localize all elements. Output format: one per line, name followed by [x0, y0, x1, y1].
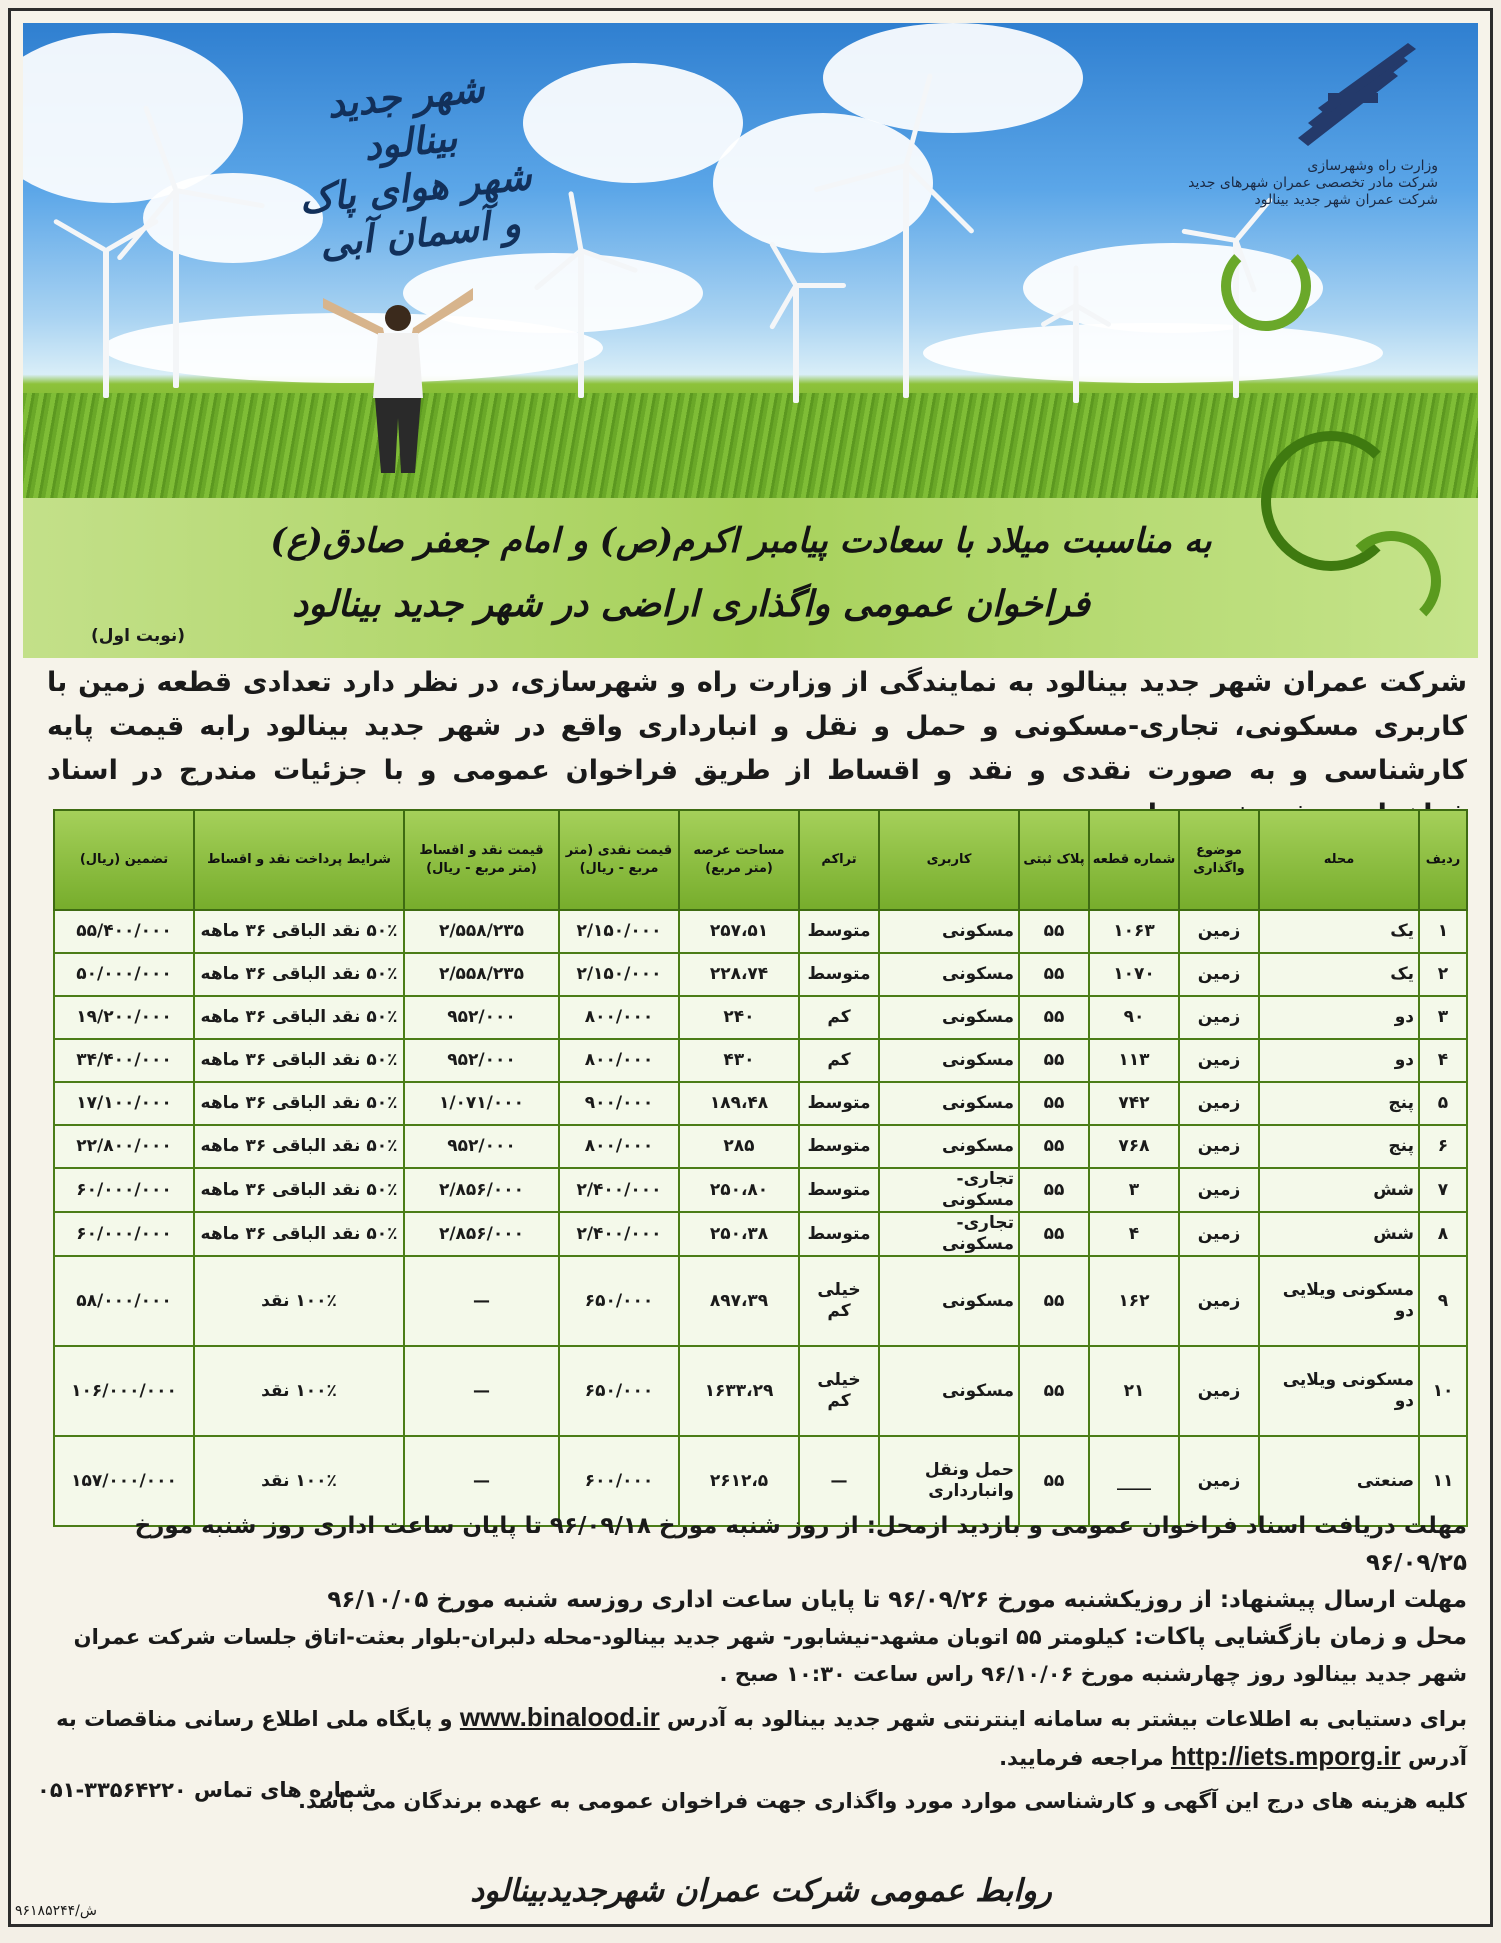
table-cell: ۱۰۰٪ نقد — [194, 1436, 404, 1526]
ministry-line: وزارت راه وشهرسازی — [1307, 158, 1438, 174]
table-cell: متوسط — [799, 1168, 879, 1212]
table-cell: ۱۰۰٪ نقد — [194, 1346, 404, 1436]
table-cell: ۱ — [1419, 910, 1467, 953]
table-cell: ۳ — [1089, 1168, 1179, 1212]
table-cell: ۶۰/۰۰۰/۰۰۰ — [54, 1212, 194, 1256]
table-cell: ۱۰ — [1419, 1346, 1467, 1436]
table-cell: ۵۰/۰۰۰/۰۰۰ — [54, 953, 194, 996]
table-cell: ۵۰٪ نقد الباقی ۳۶ ماهه — [194, 1212, 404, 1256]
table-cell: ۲۵۰،۸۰ — [679, 1168, 799, 1212]
column-header: شماره قطعه — [1089, 810, 1179, 910]
person-raising-arms — [323, 288, 473, 478]
table-cell: ۵۵ — [1019, 1082, 1089, 1125]
table-cell: زمین — [1179, 1082, 1259, 1125]
table-cell: مسکونی — [879, 910, 1019, 953]
table-cell: زمین — [1179, 996, 1259, 1039]
table-cell: ۵۵ — [1019, 996, 1089, 1039]
table-cell: ۲۸۵ — [679, 1125, 799, 1168]
table-cell: ۱۰۰٪ نقد — [194, 1256, 404, 1346]
offer-deadline — [47, 1582, 1467, 1619]
iets-link[interactable]: http://iets.mporg.ir — [1170, 1741, 1401, 1771]
table-cell: ۶۰۰/۰۰۰ — [559, 1436, 679, 1526]
table-cell: ۱۰۶۳ — [1089, 910, 1179, 953]
table-cell: مسکونی — [879, 996, 1019, 1039]
table-cell: زمین — [1179, 1168, 1259, 1212]
table-body — [54, 910, 1467, 1526]
ad-code: ۹۶۱۸۵۲۴۴/ش — [15, 1903, 97, 1919]
table-cell: ۹۵۲/۰۰۰ — [404, 1125, 559, 1168]
table-cell: ۱۶۲ — [1089, 1256, 1179, 1346]
round-label: (نوبت اول) — [91, 626, 186, 646]
table-cell: ۵۵ — [1019, 953, 1089, 996]
table-cell: یک — [1259, 953, 1419, 996]
table-cell: ۷ — [1419, 1168, 1467, 1212]
table-cell: ____ — [1089, 1436, 1179, 1526]
table-cell: خیلی کم — [799, 1256, 879, 1346]
table-row — [54, 1168, 1467, 1212]
table-cell: ۲/۴۰۰/۰۰۰ — [559, 1212, 679, 1256]
column-header: شرایط پرداخت نقد و اقساط — [194, 810, 404, 910]
table-cell: زمین — [1179, 1436, 1259, 1526]
table-cell: — — [404, 1346, 559, 1436]
table-cell: ۱۷/۱۰۰/۰۰۰ — [54, 1082, 194, 1125]
table-cell: ۲۵۷،۵۱ — [679, 910, 799, 953]
occasion-title: به مناسبت میلاد با سعادت پیامبر اکرم(ص) و امام جعفر صادق(ع) — [270, 521, 1212, 561]
table-cell: ۲/۸۵۶/۰۰۰ — [404, 1168, 559, 1212]
table-cell: ۶ — [1419, 1125, 1467, 1168]
table-cell: مسکونی — [879, 1346, 1019, 1436]
column-header: قیمت نقدی (متر مربع - ریال) — [559, 810, 679, 910]
column-header: تضمین (ریال) — [54, 810, 194, 910]
more-info — [47, 1699, 1467, 1777]
table-cell: ۱۰۶/۰۰۰/۰۰۰ — [54, 1346, 194, 1436]
table-cell: ۶۵۰/۰۰۰ — [559, 1256, 679, 1346]
table-cell: ۹۰۰/۰۰۰ — [559, 1082, 679, 1125]
column-header: تراکم — [799, 810, 879, 910]
table-cell: ۲۲/۸۰۰/۰۰۰ — [54, 1125, 194, 1168]
table-cell: مسکونی ویلایی دو — [1259, 1256, 1419, 1346]
table-cell: متوسط — [799, 910, 879, 953]
table-cell: ۸۰۰/۰۰۰ — [559, 1125, 679, 1168]
table-cell: ۵۵ — [1019, 1436, 1089, 1526]
column-header: محله — [1259, 810, 1419, 910]
land-parcels-table — [53, 809, 1468, 1527]
table-cell: ۲/۸۵۶/۰۰۰ — [404, 1212, 559, 1256]
table-cell: ۲ — [1419, 953, 1467, 996]
table-row — [54, 910, 1467, 953]
table-cell: — — [404, 1436, 559, 1526]
ministry-line: شرکت عمران شهر جدید بینالود — [1254, 192, 1438, 208]
column-header: قیمت نقد و اقساط (متر مربع - ریال) — [404, 810, 559, 910]
ornament-swirl — [1221, 241, 1311, 331]
opening-label: محل و زمان بازگشایی پاکات: — [1134, 1624, 1467, 1650]
opening-text: کیلومتر ۵۵ اتوبان مشهد-نیشابور- شهر جدید بینالود-محله دلبران-بلوار بعثت-اتاق جلسات شرکت عمران شهر جدید بینالود روز چهارشنبه مورخ ۹۶/۱۰/۰۶ راس ساعت ۱۰:۳۰ صبح . — [73, 1625, 1467, 1686]
table-cell: ۲۱ — [1089, 1346, 1179, 1436]
table-cell: مسکونی — [879, 1039, 1019, 1082]
table-cell: ۵۰٪ نقد الباقی ۳۶ ماهه — [194, 1082, 404, 1125]
table-cell: ۱۱ — [1419, 1436, 1467, 1526]
column-header: ردیف — [1419, 810, 1467, 910]
docs-deadline-text: از روز شنبه مورخ ۹۶/۰۹/۱۸ تا پایان ساعت اداری روز شنبه مورخ ۹۶/۰۹/۲۵ — [134, 1513, 1467, 1576]
website-link[interactable]: www.binalood.ir — [459, 1702, 660, 1732]
ministry-caption — [1138, 158, 1438, 209]
table-cell: ۲۴۰ — [679, 996, 799, 1039]
table-cell: زمین — [1179, 1212, 1259, 1256]
table-cell: ۷۴۲ — [1089, 1082, 1179, 1125]
table-cell: ۵۵ — [1019, 1168, 1089, 1212]
table-cell: ۵۵ — [1019, 1039, 1089, 1082]
table-cell: ۹۵۲/۰۰۰ — [404, 996, 559, 1039]
table-cell: ۹ — [1419, 1256, 1467, 1346]
table-cell: کم — [799, 996, 879, 1039]
table-cell: — — [799, 1436, 879, 1526]
table-cell: ۵۰٪ نقد الباقی ۳۶ ماهه — [194, 1039, 404, 1082]
table-cell: ۵۰٪ نقد الباقی ۳۶ ماهه — [194, 1125, 404, 1168]
table-cell: ۵۰٪ نقد الباقی ۳۶ ماهه — [194, 953, 404, 996]
table-cell: ۲۶۱۲،۵ — [679, 1436, 799, 1526]
table-cell: متوسط — [799, 1125, 879, 1168]
table-cell: ۱۶۳۳،۲۹ — [679, 1346, 799, 1436]
info-text: مراجعه فرمایید. — [999, 1746, 1164, 1770]
table-cell: ۲/۵۵۸/۲۳۵ — [404, 953, 559, 996]
table-cell: صنعتی — [1259, 1436, 1419, 1526]
table-cell: — — [404, 1256, 559, 1346]
table-row — [54, 1256, 1467, 1346]
table-row — [54, 1125, 1467, 1168]
table-cell: ۴۳۰ — [679, 1039, 799, 1082]
table-cell: ۸۹۷،۳۹ — [679, 1256, 799, 1346]
table-cell: ۱۱۳ — [1089, 1039, 1179, 1082]
table-row — [54, 996, 1467, 1039]
intro-paragraph: شرکت عمران شهر جدید بینالود به نمایندگی از وزارت راه و شهرسازی، در نظر دارد تعدادی قطعه زمین با کاربری مسکونی، تجاری-مسکونی و حمل و نقل و انبارداری واقع در شهر جدید بینالود رابه قیمت پایه کارشناسی و به صورت نقدی و نقد و اقساط از طریق فراخوان عمومی و با جزئیات مندرج در اسناد — [47, 667, 1467, 786]
phone-numbers: شماره های تماس ۳۳۵۶۴۲۲۰-۰۵۱ — [37, 1778, 377, 1802]
table-cell: ۵۰٪ نقد الباقی ۳۶ ماهه — [194, 1168, 404, 1212]
table-cell: زمین — [1179, 910, 1259, 953]
table-cell: ۵۵ — [1019, 1346, 1089, 1436]
opening-info — [47, 1619, 1467, 1693]
table-cell: تجاری- مسکونی — [879, 1168, 1019, 1212]
table-cell: شش — [1259, 1168, 1419, 1212]
table-row — [54, 953, 1467, 996]
docs-deadline — [47, 1508, 1467, 1582]
costs-note: کلیه هزینه های درج این آگهی و کارشناسی موارد مورد واگذاری جهت فراخوان عمومی به عهده برندگان می باشد. — [298, 1789, 1467, 1813]
table-cell: پنج — [1259, 1082, 1419, 1125]
table-cell: ۲/۴۰۰/۰۰۰ — [559, 1168, 679, 1212]
table-cell: ۶۰/۰۰۰/۰۰۰ — [54, 1168, 194, 1212]
offer-deadline-text: از روزیکشنبه مورخ ۹۶/۰۹/۲۶ تا پایان ساعت اداری روزسه شنبه مورخ ۹۶/۱۰/۰۵ — [327, 1587, 1212, 1613]
table-cell: ۱۵۷/۰۰۰/۰۰۰ — [54, 1436, 194, 1526]
table-cell: ۶۵۰/۰۰۰ — [559, 1346, 679, 1436]
footer-details — [47, 1508, 1467, 1820]
table-cell: ۵۸/۰۰۰/۰۰۰ — [54, 1256, 194, 1346]
table-cell: ۸۰۰/۰۰۰ — [559, 1039, 679, 1082]
ornament-swirl — [1341, 531, 1441, 631]
column-header: مساحت عرصه (متر مربع) — [679, 810, 799, 910]
table-cell: کم — [799, 1039, 879, 1082]
offer-deadline-label: مهلت ارسال پیشنهاد: — [1219, 1587, 1467, 1613]
tender-advertisement — [8, 8, 1493, 1927]
table-cell: یک — [1259, 910, 1419, 953]
table-row — [54, 1082, 1467, 1125]
table-row — [54, 1039, 1467, 1082]
table-cell: زمین — [1179, 1346, 1259, 1436]
table-cell: زمین — [1179, 1039, 1259, 1082]
table-cell: ۲۵۰،۳۸ — [679, 1212, 799, 1256]
table-cell: ۵۵/۴۰۰/۰۰۰ — [54, 910, 194, 953]
table-cell: متوسط — [799, 1212, 879, 1256]
table-cell: دو — [1259, 996, 1419, 1039]
table-cell: مسکونی ویلایی دو — [1259, 1346, 1419, 1436]
column-header: پلاک ثبتی — [1019, 810, 1089, 910]
table-cell: ۹۵۲/۰۰۰ — [404, 1039, 559, 1082]
table-cell: ۲/۵۵۸/۲۳۵ — [404, 910, 559, 953]
table-cell: ۴ — [1089, 1212, 1179, 1256]
table-cell: ۵ — [1419, 1082, 1467, 1125]
table-cell: حمل ونقل وانبارداری — [879, 1436, 1019, 1526]
table-cell: ۸۰۰/۰۰۰ — [559, 996, 679, 1039]
grass-field — [23, 393, 1478, 498]
table-cell: ۳ — [1419, 996, 1467, 1039]
column-header: موضوع واگذاری — [1179, 810, 1259, 910]
info-text: برای دستیابی به اطلاعات بیشتر به سامانه اینترنتی شهر جدید بینالود به آدرس — [667, 1707, 1467, 1731]
table-cell: ۹۰ — [1089, 996, 1179, 1039]
table-cell: ۲/۱۵۰/۰۰۰ — [559, 953, 679, 996]
table-row — [54, 1346, 1467, 1436]
column-header: کاربری — [879, 810, 1019, 910]
table-cell: دو — [1259, 1039, 1419, 1082]
signoff: روابط عمومی شرکت عمران شهرجدیدبینالود — [470, 1873, 1052, 1909]
table-cell: متوسط — [799, 1082, 879, 1125]
docs-deadline-label: مهلت دریافت اسناد فراخوان عمومی و بازدید ازمحل: — [866, 1513, 1467, 1539]
table-cell: زمین — [1179, 953, 1259, 996]
table-cell: ۵۵ — [1019, 1256, 1089, 1346]
table-cell: ۲۲۸،۷۴ — [679, 953, 799, 996]
city-slogan: شهر جدید بینالود شهر هوای پاک و آسمان آبی — [297, 65, 534, 267]
table-cell: ۵۵ — [1019, 1212, 1089, 1256]
table-cell: ۱/۰۷۱/۰۰۰ — [404, 1082, 559, 1125]
table-cell: پنج — [1259, 1125, 1419, 1168]
table-header-row — [54, 810, 1467, 910]
table-cell: ۱۹/۲۰۰/۰۰۰ — [54, 996, 194, 1039]
table-row — [54, 1212, 1467, 1256]
table-cell: ۱۰۷۰ — [1089, 953, 1179, 996]
ministry-line: شرکت مادر تخصصی عمران شهرهای جدید — [1188, 175, 1438, 191]
table-cell: ۷۶۸ — [1089, 1125, 1179, 1168]
table-cell: ۸ — [1419, 1212, 1467, 1256]
table-cell: ۱۸۹،۴۸ — [679, 1082, 799, 1125]
table-cell: مسکونی — [879, 1082, 1019, 1125]
table-cell: ۵۰٪ نقد الباقی ۳۶ ماهه — [194, 910, 404, 953]
table-cell: تجاری- مسکونی — [879, 1212, 1019, 1256]
table-cell: خیلی کم — [799, 1346, 879, 1436]
table-cell: مسکونی — [879, 953, 1019, 996]
table-cell: مسکونی — [879, 1256, 1019, 1346]
table-cell: ۵۰٪ نقد الباقی ۳۶ ماهه — [194, 996, 404, 1039]
table-cell: زمین — [1179, 1256, 1259, 1346]
table-cell: مسکونی — [879, 1125, 1019, 1168]
table-cell: ۳۴/۴۰۰/۰۰۰ — [54, 1039, 194, 1082]
table-cell: ۵۵ — [1019, 910, 1089, 953]
ministry-logo — [1288, 43, 1418, 153]
table-cell: ۴ — [1419, 1039, 1467, 1082]
info-text: و پایگاه ملی اطلاع رسانی مناقصات به آدرس — [56, 1707, 1467, 1770]
table-cell: ۵۵ — [1019, 1125, 1089, 1168]
table-cell: متوسط — [799, 953, 879, 996]
tender-title: فراخوان عمومی واگذاری اراضی در شهر جدید بینالود — [292, 583, 1090, 625]
table-cell: شش — [1259, 1212, 1419, 1256]
table-cell: زمین — [1179, 1125, 1259, 1168]
table-cell: ۲/۱۵۰/۰۰۰ — [559, 910, 679, 953]
